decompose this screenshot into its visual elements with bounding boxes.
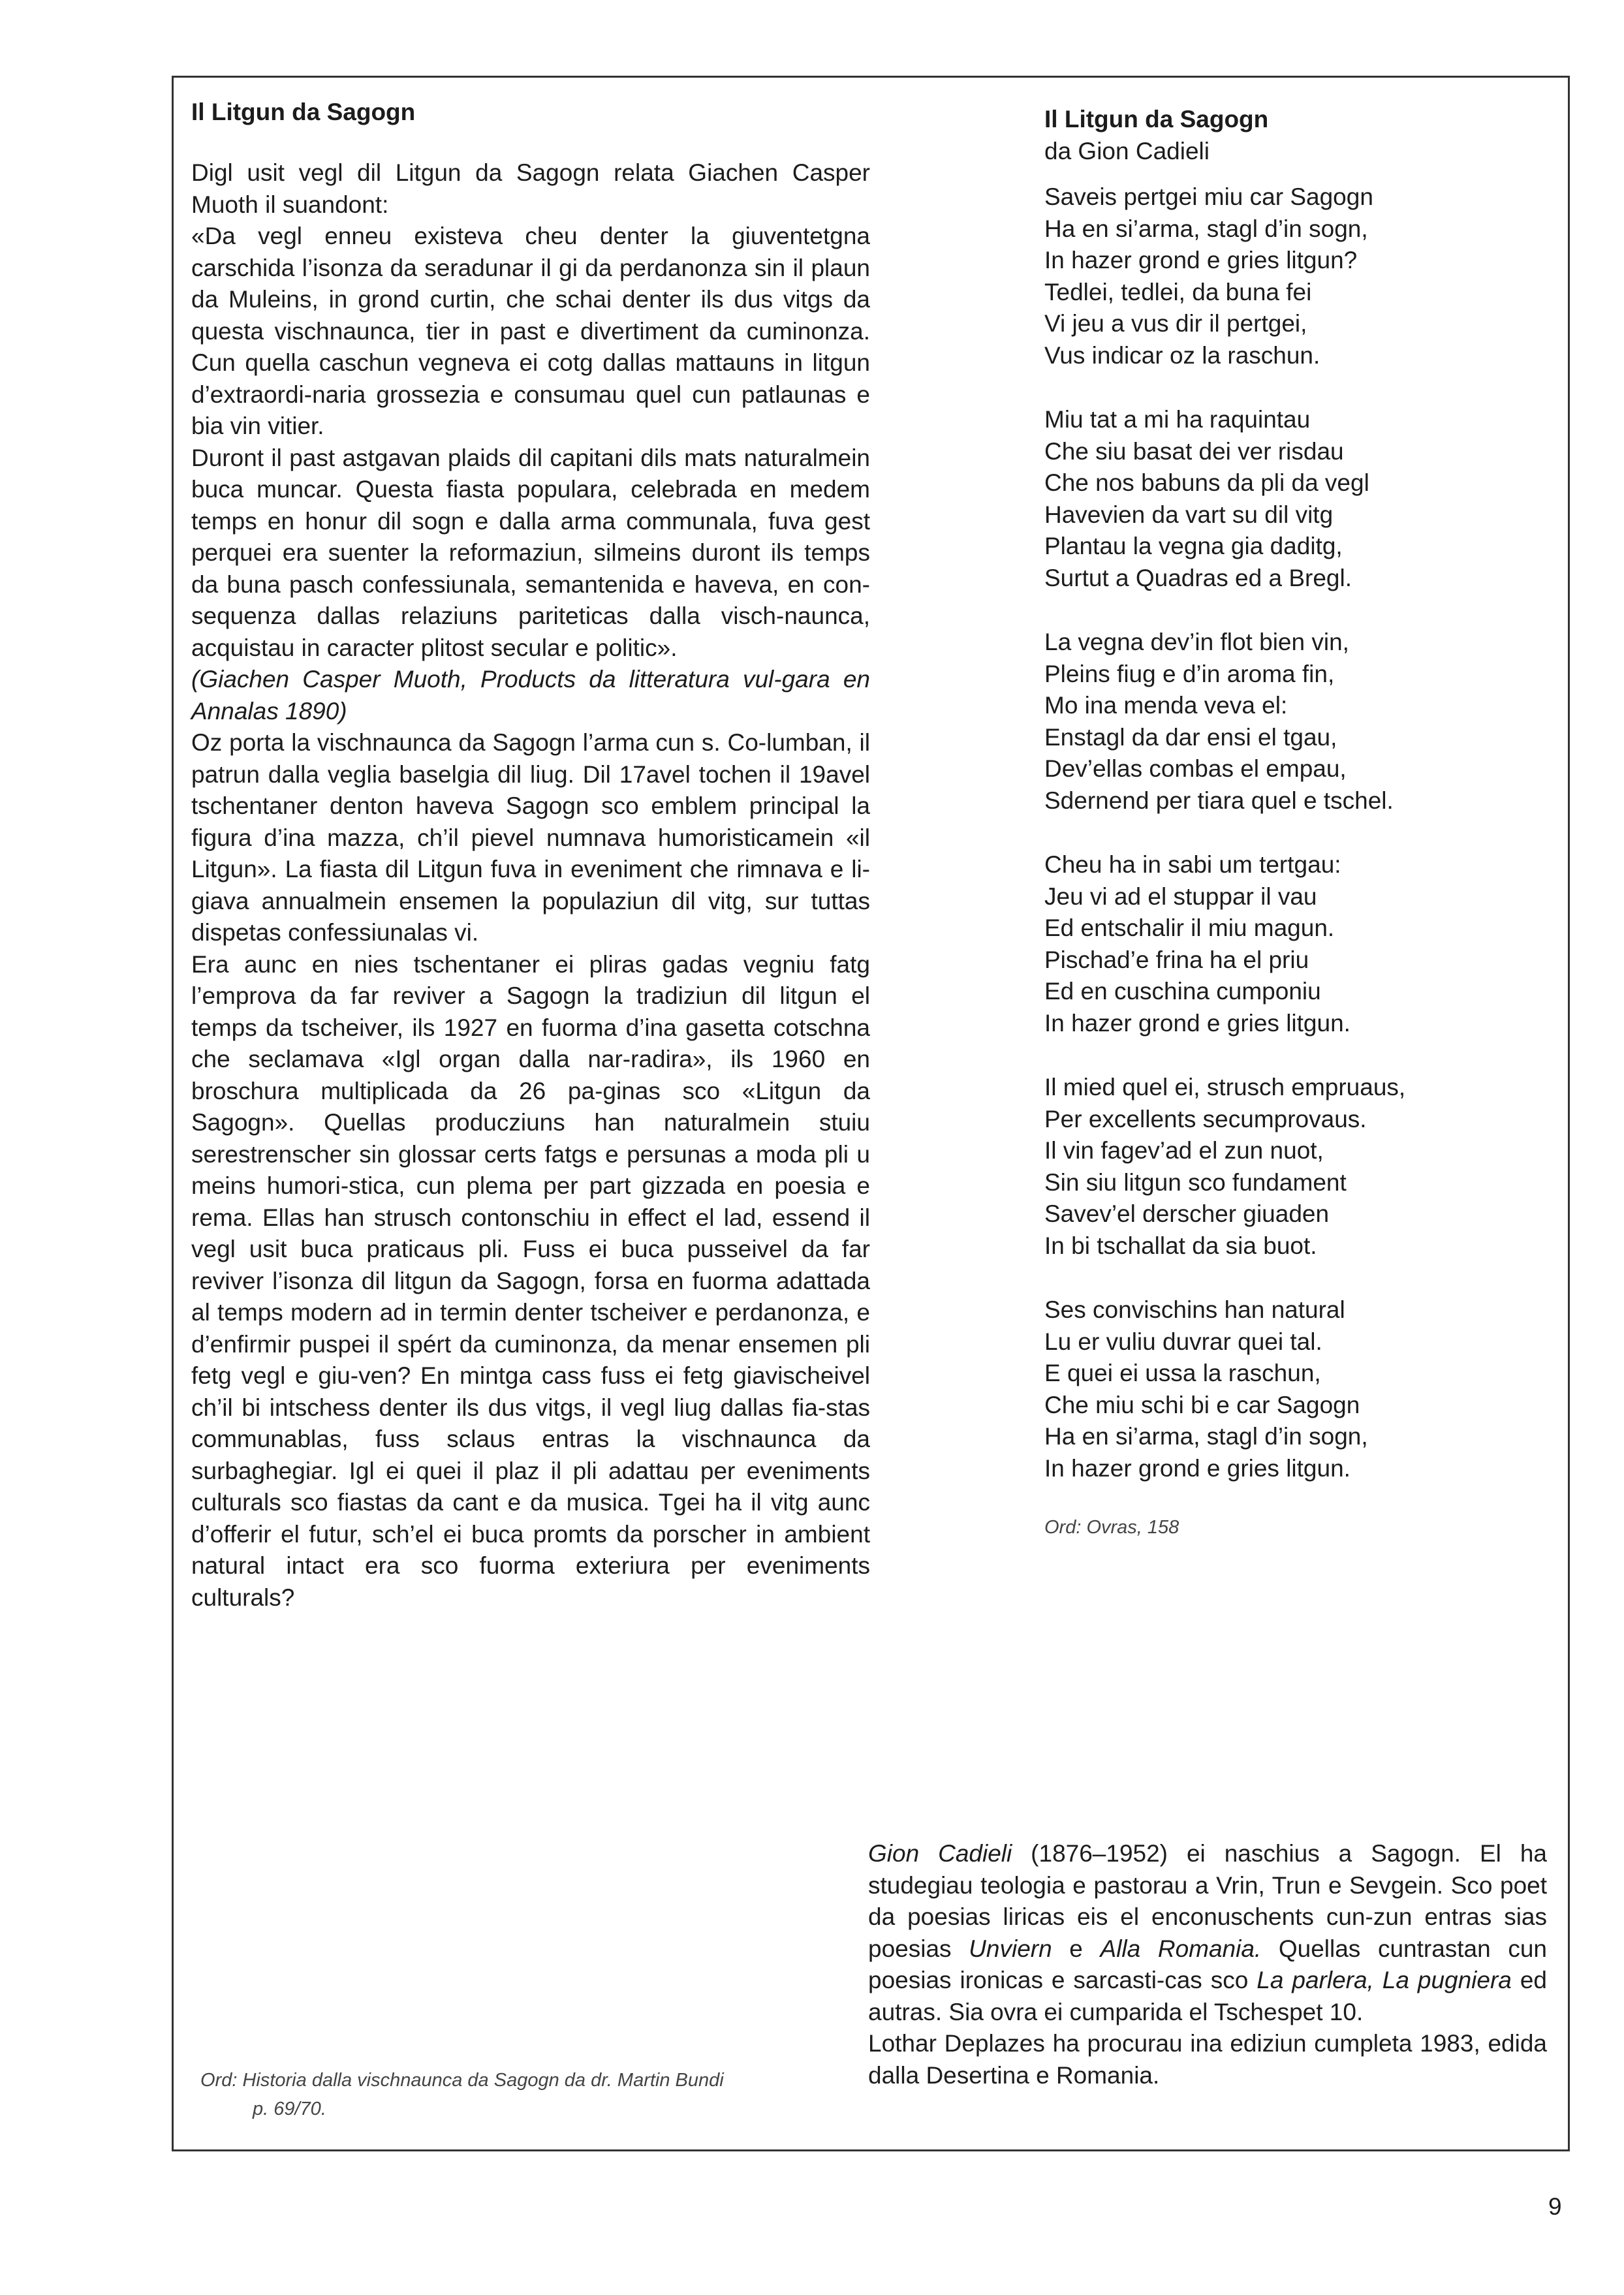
bio-paragraph-1 (868, 1838, 1547, 2028)
poem-line: Enstagl da dar ensi el tgau, (1044, 723, 1337, 751)
poem-author: da Gion Cadieli (1044, 138, 1210, 164)
quote-paragraph-1: «Da vegl enneu existeva cheu denter la giuventetgna carschida l’isonza da seradunar il gi da perdanonza sin il plaun da Muleins, in grond curtin, che schai denter ils dus vitgs da questa vischnaunca, tier in past e divertiment da cuminonza. Cun quella caschun vegneva ei cotg dallas mattauns in litgun d’extraordi-naria grossezia e consumau quel cun patlaunas e bia vin vitier. (191, 223, 870, 439)
poem-line: Saveis pertgei miu car Sagogn (1044, 183, 1373, 210)
bio-text: ed autras. Sia ovra ei cumparida el Tschespet 10. (868, 1967, 1547, 2025)
paragraph-revival: Era aunc en nies tschentaner ei pliras gadas vegniu fatg l’emprova da far reviver a Sagogn la tradiziun dil litgun el temps da tscheiver, ils 1927 en fuorma d’ina gasetta cotschna che seclamava «Igl organ dalla nar-radira», ils 1960 en broschura multiplicada da 26 pa-ginas sco «Litgun da Sagogn». Quellas producziuns han naturalmein stuiu serestrenscher sin glossar certs fatgs e persunas a moda pli u meins humori-stica, cun plema per part gizzada en poesia e rema. Ellas han strusch contonschiu in effect el lad, essend il vegl usit buca praticaus pli. Fuss ei buca pusseivel da far reviver l’isonza dil litgun da Sagogn, forsa en fuorma adattada al temps modern ad in termin denter tscheiver e perdanonza, e d’enfirmir puspei il spért da cuminonza, da menar ensemen pli fetg vegl e giu-ven? En mintga cass fuss ei fetg giavischeivel ch’il bi intschess denter ils dus vitgs, il vegl liug dallas fia-stas communablas, fuss sclaus entras la vischnaunca da surbaghegiar. Igl ei quei il plaz il pli adattau per eveniments culturals sco fiastas da cant e da musica. Tgei ha il vitg aunc d’offerir el futur, sch’el ei buca promts da porscher in ambient natural intact era sco fuorma exteriura per eveniments culturals? (191, 950, 870, 1611)
poem-stanzas (1044, 181, 1540, 1484)
poem-line: In hazer grond e gries litgun? (1044, 247, 1358, 273)
intro-paragraph: Digl usit vegl dil Litgun da Sagogn relata Giachen Casper Muoth il suandont: (191, 159, 870, 218)
poem-line: Savev’el derscher giuaden (1044, 1200, 1330, 1227)
poem-stanza (1044, 849, 1540, 1039)
poem-line: Ses convischins han natural (1044, 1296, 1345, 1323)
paragraph-arms: Oz porta la vischnaunca da Sagogn l’arma cun s. Co-lumban, il patrun dalla veglia baselgia dil liug. Dil 17avel tochen il 19avel tschentaner denton haveva Sagogn sco emblem principal la figura d’ina mazza, ch’il pievel numnava humoristicamein «il Litgun». La fiasta dil Litgun fuva in eveniment che rimnava e li-giava annualmein ensemen la populaziun dil vitg, sur tuttas dispetas confessiunalas vi. (191, 729, 870, 946)
poem-line: Lu er vuliu duvrar quei tal. (1044, 1328, 1322, 1355)
bio-paragraph-2: Lothar Deplazes ha procurau ina ediziun cumpleta 1983, edida dalla Desertina e Romania. (868, 2030, 1547, 2089)
poem-line: Cheu ha in sabi um tertgau: (1044, 851, 1341, 878)
poem-line: La vegna dev’in flot bien vin, (1044, 629, 1349, 655)
poem-stanza (1044, 1072, 1540, 1262)
bio-text: Quellas cuntrastan cun poesias ironicas e sarcasti-cas sco (868, 1935, 1548, 1993)
poem-line: Ed en cuschina cumponiu (1044, 978, 1321, 1005)
left-source-line-1: Ord: Historia dalla vischnaunca da Sagogn da dr. Martin Bundi (200, 2070, 724, 2091)
poem-line: Pleins fiug e d’in aroma fin, (1044, 660, 1335, 687)
bio-text: e (1052, 1935, 1101, 1962)
poem-line: Dev’ellas combas el empau, (1044, 755, 1347, 782)
poem-line: Che nos babuns da pli da vegl (1044, 469, 1369, 496)
author-bio (868, 1838, 1547, 2091)
poem-line: Ha en si’arma, stagl d’in sogn, (1044, 215, 1368, 242)
bio-author-name: Gion Cadieli (868, 1840, 1012, 1867)
poem-line: Surtut a Quadras ed a Bregl. (1044, 564, 1352, 591)
poem-line: Tedlei, tedlei, da buna fei (1044, 278, 1312, 305)
article-title: Il Litgun da Sagogn (191, 99, 416, 125)
poem-line: Jeu vi ad el stuppar il vau (1044, 882, 1317, 910)
left-column (191, 96, 870, 1614)
bio-text: (1876–1952) ei naschius a Sagogn. El ha studegiau teologia e pastorau a Vrin, Trun e Sevgein. Sco poet da poesias liricas eis el enconuschents cun-zun entras sias poesias (868, 1840, 1547, 1962)
poem-line: In hazer grond e gries litgun. (1044, 1454, 1351, 1482)
bio-poem-title: Unviern (969, 1935, 1052, 1962)
poem-stanza (1044, 404, 1540, 594)
poem-line: Sdernend per tiara quel e tschel. (1044, 787, 1394, 814)
bio-poem-title: Alla Romania. (1100, 1935, 1262, 1962)
poem-line: Che siu basat dei ver risdau (1044, 437, 1344, 465)
poem-line: Havevien da vart su dil vitg (1044, 501, 1334, 528)
page-number: 9 (1548, 2193, 1562, 2220)
poem-title: Il Litgun da Sagogn (1044, 106, 1269, 133)
poem-stanza (1044, 627, 1540, 817)
poem-line: Sin siu litgun sco fundament (1044, 1168, 1347, 1196)
poem-line: Mo ina menda veva el: (1044, 692, 1288, 719)
bio-poem-title: La parlera, La pugniera (1257, 1967, 1512, 1993)
poem-line: In hazer grond e gries litgun. (1044, 1009, 1351, 1037)
poem-stanza (1044, 1294, 1540, 1484)
poem-column (1044, 103, 1540, 1538)
poem-line: Miu tat a mi ha raquintau (1044, 406, 1311, 433)
poem-stanza (1044, 181, 1540, 371)
poem-line: Il mied quel ei, strusch empruaus, (1044, 1074, 1406, 1101)
poem-line: Che miu schi bi e car Sagogn (1044, 1391, 1360, 1418)
citation: (Giachen Casper Muoth, Products da litteratura vul-gara en Annalas 1890) (191, 666, 870, 725)
poem-line: E quei ei ussa la raschun, (1044, 1360, 1321, 1386)
left-source (200, 2066, 847, 2123)
poem-line: Per excellents secumprovaus. (1044, 1105, 1367, 1132)
poem-line: Ha en si’arma, stagl d’in sogn, (1044, 1423, 1368, 1450)
poem-source: Ord: Ovras, 158 (1044, 1517, 1179, 1538)
poem-line: Pischad’e frina ha el priu (1044, 946, 1309, 973)
quote-paragraph-2: Duront il past astgavan plaids dil capitani dils mats naturalmein buca muncar. Questa fiasta populara, celebrada en medem temps en honur dil sogn e dalla arma communala, fuva gest perquei era suenter la reformaziun, silmeins duront ils temps da buna pasch confessiunala, semantenida e haveva, en con-sequenza dallas relaziuns pariteticas dalla visch-naunca, acquistau in caracter plitost secular e politic». (191, 444, 870, 661)
left-source-line-2: p. 69/70. (253, 2099, 326, 2119)
poem-line: Vi jeu a vus dir il pertgei, (1044, 310, 1307, 337)
poem-line: Il vin fagev’ad el zun nuot, (1044, 1137, 1324, 1164)
poem-line: Plantau la vegna gia daditg, (1044, 533, 1343, 559)
poem-line: Ed entschalir il miu magun. (1044, 914, 1335, 941)
poem-line: In bi tschallat da sia buot. (1044, 1232, 1317, 1259)
poem-line: Vus indicar oz la raschun. (1044, 341, 1320, 369)
